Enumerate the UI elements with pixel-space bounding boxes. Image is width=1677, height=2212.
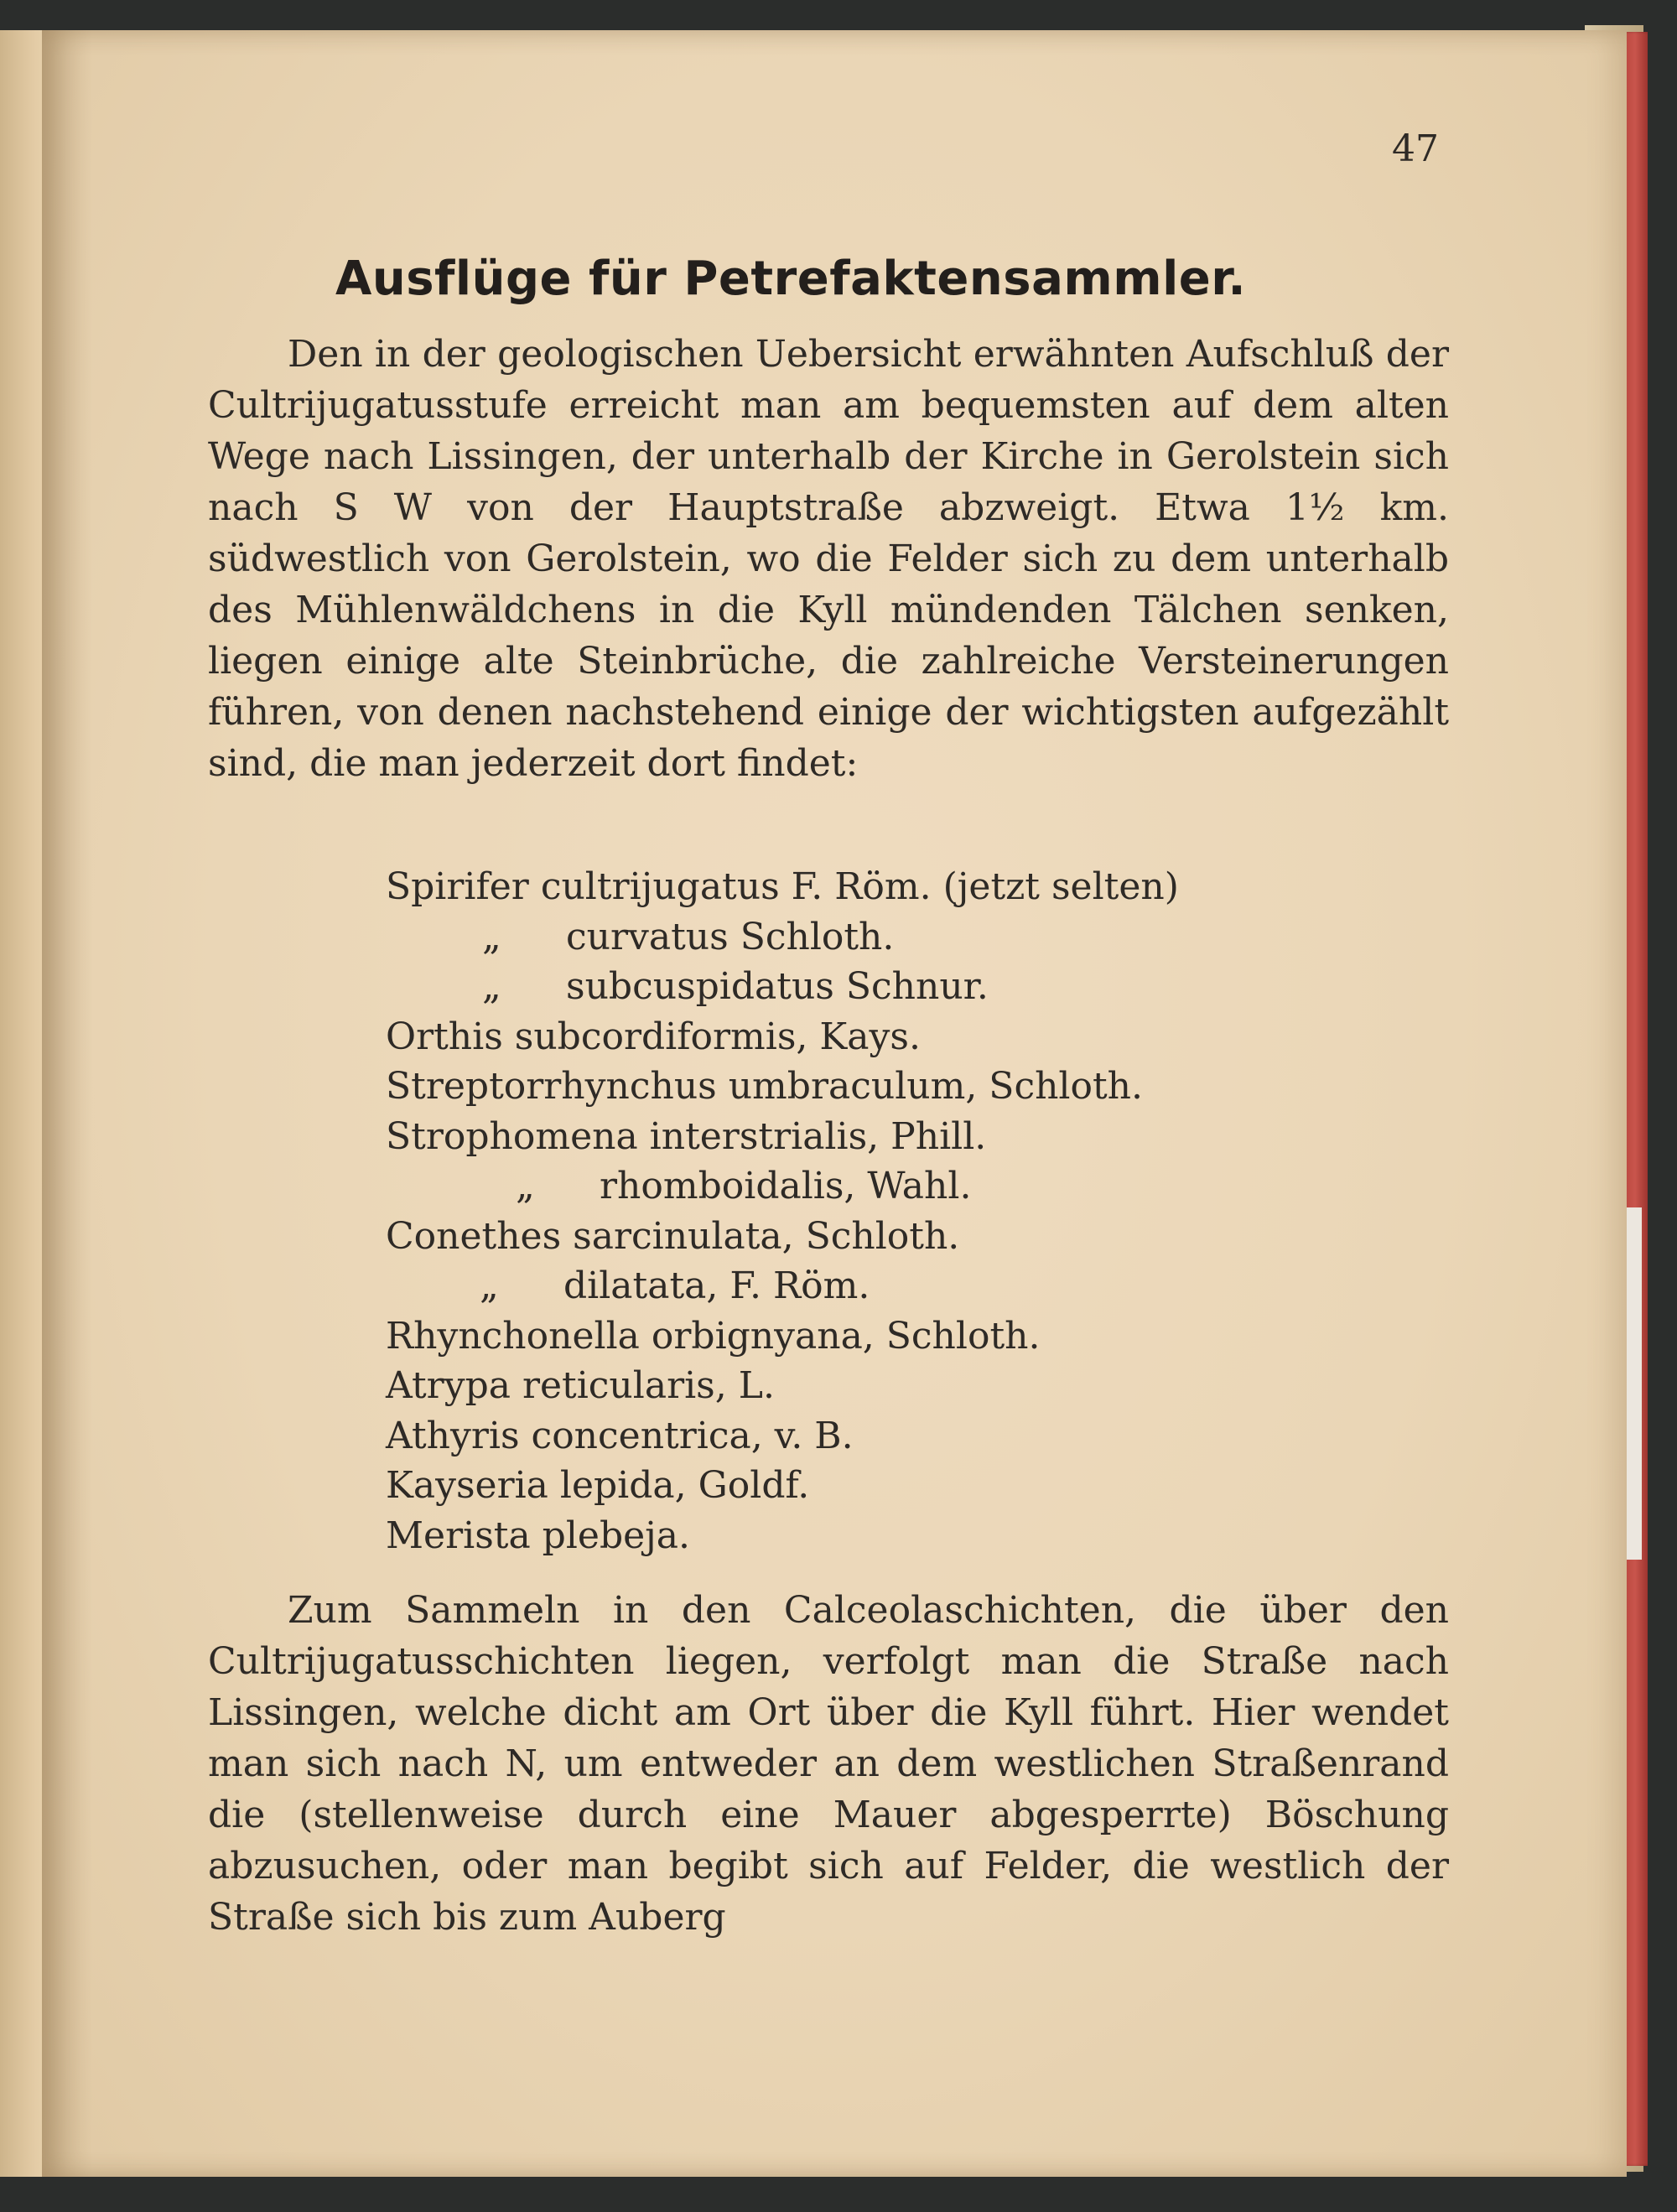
ditto-mark: „ [516,1165,535,1207]
species-item: „ subcuspidatus Schnur. [386,962,1179,1012]
species-item: Strophomena interstrialis, Phill. [386,1114,987,1158]
calceola-paragraph [208,1585,1449,1943]
species-item: Conethes sarcinulata, Schloth. [386,1214,960,1258]
intro-paragraph [208,329,1449,789]
ditto-mark: „ [482,965,501,1008]
ditto-mark: „ [482,915,501,958]
calceola-paragraph-text: Zum Sammeln in den Calceolaschichten, die über den Cultrijugatusschichten liegen, verfolgt man die Straße nach Lissingen, welche dicht am Ort über die Kyll führt. Hier wendet man sich nach N, um entweder an dem westlichen Straßenrand die (stellenweise durch eine Mauer abgesperrte) Böschung abzusuchen, oder man begibt sich auf Felder, die westlich der Straße sich bis zum Auberg [208,1589,1449,1939]
page-heading: Ausflüge für Petrefaktensammler. [335,252,1247,306]
species-item: Streptorrhynchus umbraculum, Schloth. [386,1065,1143,1108]
species-item: „ rhomboidalis, Wahl. [386,1161,1179,1212]
fossil-species-list [386,862,1179,1560]
page-number: 47 [1392,127,1439,170]
species-item: Atrypa reticularis, L. [386,1364,775,1407]
ditto-mark: „ [480,1264,499,1307]
species-item: „ curvatus Schloth. [386,912,1179,963]
species-item: Merista plebeja. [386,1514,691,1557]
page-marker-strip [1625,1207,1642,1560]
intro-paragraph-text: Den in der geologischen Uebersicht erwähnten Aufschluß der Cultrijugatusstufe erreicht man am bequemsten auf dem alten Wege nach Lissingen, der unterhalb der Kirche in Gerolstein sich nach S W von der Hauptstraße abzweigt. Etwa 1½ km. südwestlich von Gerolstein, wo die Felder sich zu dem unterhalb des Mühlenwäldchens in die Kyll mündenden Tälchen senken, liegen einige alte Steinbrüche, die zahlreiche Versteinerungen führen, von denen nachstehend einige der wichtigsten aufgezählt sind, die man jederzeit dort findet: [208,333,1449,785]
species-item: „ dilatata, F. Röm. [386,1261,1179,1311]
species-item: Athyris concentrica, v. B. [386,1414,854,1457]
gutter-shadow [42,30,92,2177]
species-item: Rhynchonella orbignyana, Schloth. [386,1314,1041,1358]
species-item: Orthis subcordiformis, Kays. [386,1015,921,1058]
species-item: Spirifer cultrijugatus F. Röm. (jetzt selten) [386,865,1179,908]
species-item: Kayseria lepida, Goldf. [386,1464,810,1507]
